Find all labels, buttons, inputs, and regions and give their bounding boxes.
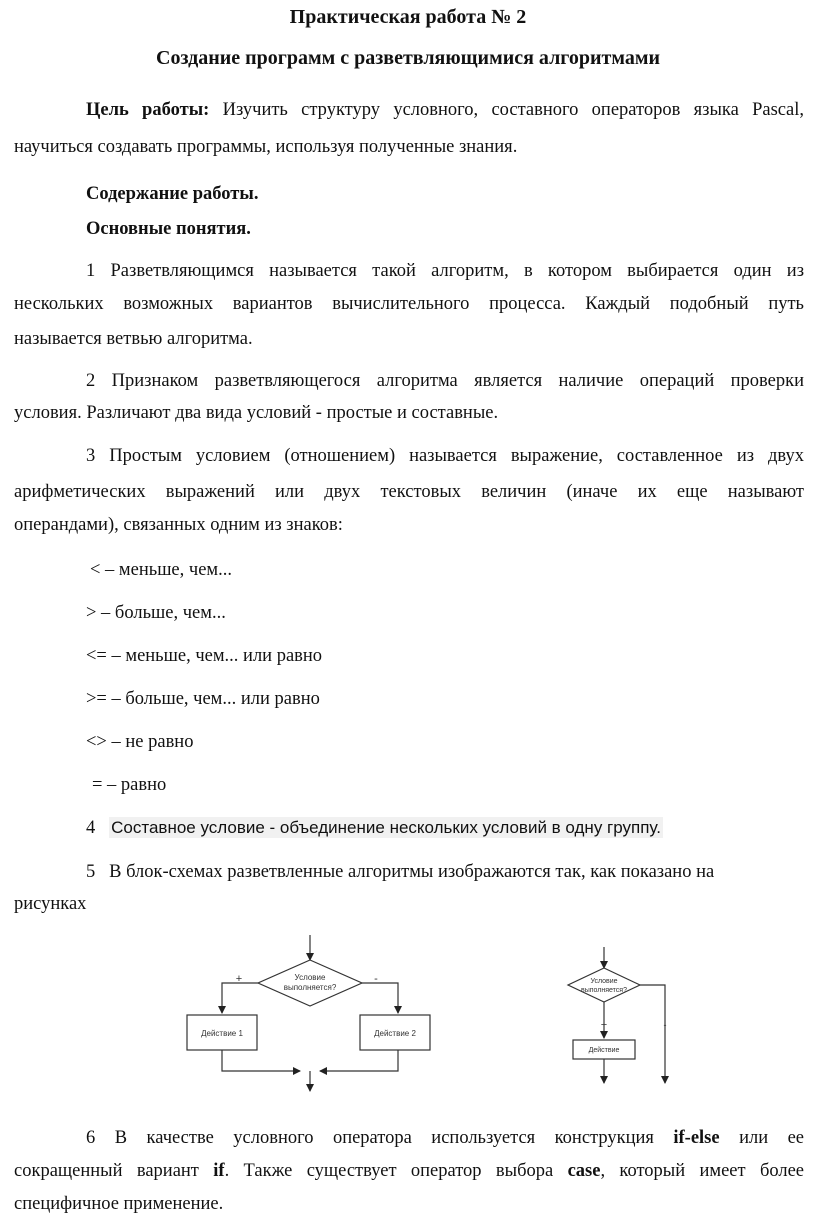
goal-label: Цель работы: (86, 100, 210, 120)
goal-text-2: научиться создавать программы, используя полученные знания. (14, 137, 518, 157)
p5-text-1: В блок-схемах разветвленные алгоритмы изображаются так, как показано на (109, 862, 715, 882)
p1-line-3: называется ветвью алгоритма. (14, 329, 253, 349)
page-title: Практическая работа № 2 (289, 6, 527, 28)
fc1-condition-text-2: выполняется? (283, 983, 337, 992)
op-not-equal: <> – не равно (86, 732, 194, 752)
p2-text-1: Признаком разветвляющегося алгоритма является наличие операций проверки (111, 371, 805, 391)
p5-line-2: рисунках (14, 894, 87, 914)
p6-text-2e: , который имеет более (600, 1161, 805, 1181)
p6-line-1 (0, 1128, 816, 1149)
page-subtitle: Создание программ с разветвляющимися алгоритмами (156, 47, 660, 69)
p3-number: 3 (86, 446, 96, 466)
op-greater-equal: >= – больше, чем... или равно (86, 689, 320, 709)
p1-line-2: нескольких возможных вариантов вычислительного процесса. Каждый подобный путь (14, 294, 804, 314)
content-heading: Содержание работы. (86, 184, 259, 204)
fc2-action-text: Действие (588, 1047, 620, 1054)
fc1-yes-branch (222, 983, 258, 1013)
p6-line-3: специфичное применение. (14, 1194, 224, 1214)
p6-case: case (567, 1161, 601, 1181)
fc2-condition-diamond (568, 968, 640, 1002)
p1-line-1 (0, 261, 816, 282)
concepts-heading: Основные понятия. (86, 219, 251, 239)
p2-line-1 (0, 371, 816, 392)
goal-text-1: Изучить структуру условного, составного операторов языка Pascal, (222, 100, 804, 120)
p3-line-1 (0, 446, 816, 467)
p4-number: 4 (86, 818, 96, 838)
fc2-no-label: - (663, 1020, 667, 1030)
op-greater: > – больше, чем... (86, 603, 226, 623)
fc2-no-branch (640, 985, 665, 1083)
fc1-yes-label: + (235, 973, 243, 985)
op-equal: = – равно (92, 775, 167, 795)
fc1-merge-right (320, 1050, 398, 1071)
p6-text-2c: . Также существует оператор выбора (224, 1161, 554, 1181)
fc2-yes-label: + (600, 1019, 608, 1031)
op-less: < – меньше, чем... (90, 560, 232, 580)
fc1-merge-left (222, 1050, 300, 1071)
fc2-condition-text-2: выполняется? (581, 987, 627, 994)
p2-line-2: условия. Различают два вида условий - простые и составные. (14, 403, 499, 423)
fc1-condition-text-1: Условие (294, 973, 326, 982)
p6-line-2 (0, 1161, 816, 1182)
p2-number: 2 (86, 371, 96, 391)
goal-line-1 (0, 100, 816, 121)
p1-text-1: Разветвляющимся называется такой алгоритм, в котором выбирается один из (110, 261, 805, 281)
p5-line-1 (0, 862, 816, 883)
p6-number: 6 (86, 1128, 96, 1148)
p1-number: 1 (86, 261, 96, 281)
p6-text-1c: или ее (739, 1128, 804, 1148)
fc2-condition-text-1: Условие (590, 978, 618, 985)
p6-text-2a: сокращенный вариант (14, 1161, 199, 1181)
op-less-equal: <= – меньше, чем... или равно (86, 646, 323, 666)
p4-line (0, 818, 816, 839)
p5-number: 5 (86, 862, 96, 882)
fc1-no-label: - (374, 973, 378, 985)
p3-line-2: арифметических выражений или двух текстовых величин (иначе их еще называют (14, 482, 804, 502)
p3-text-1: Простым условием (отношением) называется выражение, составленное из двух (109, 446, 804, 466)
fc1-action2-text: Действие 2 (374, 1029, 416, 1038)
p6-text-1a: В качестве условного оператора используется конструкция (114, 1128, 654, 1148)
p6-if: if (213, 1161, 225, 1181)
p3-line-3: операндами), связанных одним из знаков: (14, 515, 343, 535)
fc1-no-branch (362, 983, 398, 1013)
fc1-action1-text: Действие 1 (201, 1029, 243, 1038)
flowcharts (0, 925, 816, 1095)
p6-if-else: if-else (673, 1128, 720, 1148)
p4-text: Составное условие - объединение нескольких условий в одну группу. (111, 818, 661, 837)
